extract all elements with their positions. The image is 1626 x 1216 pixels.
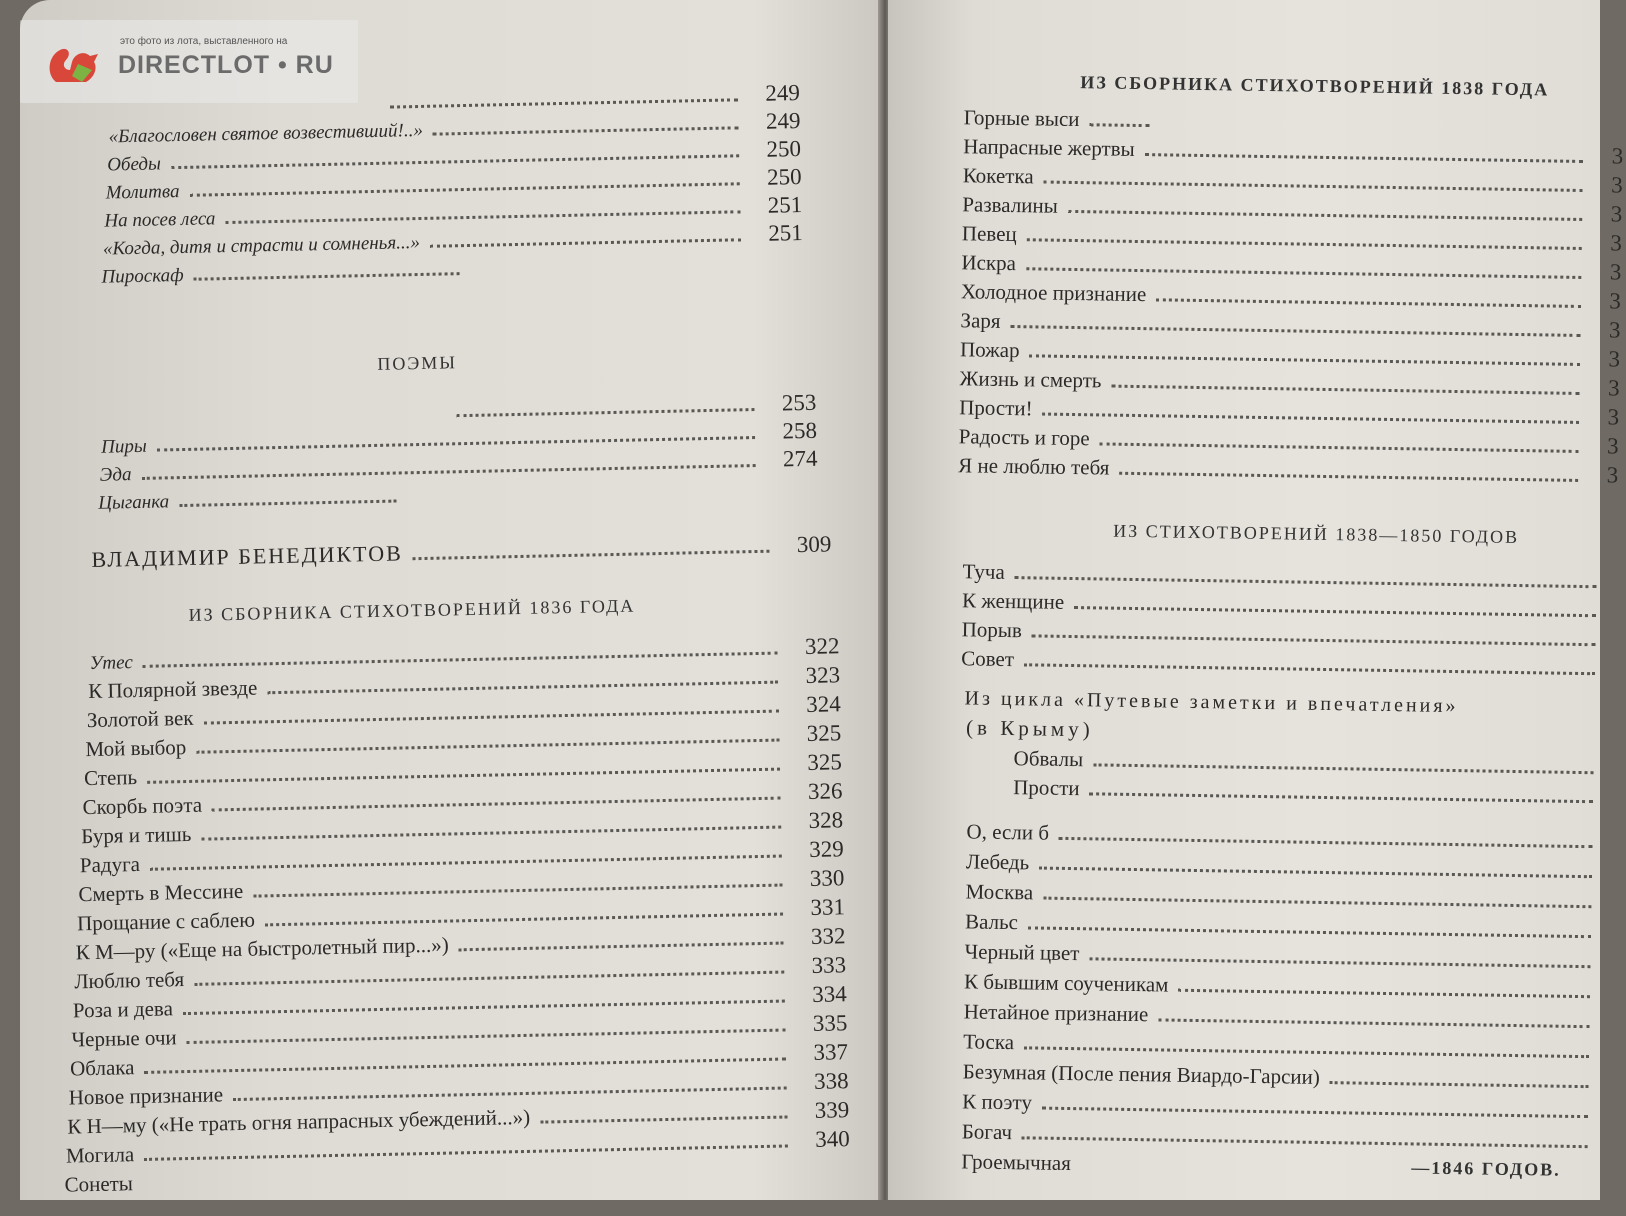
entry-title: Вальс <box>965 909 1024 935</box>
dot-leader <box>430 238 741 248</box>
page-number: 251 <box>751 220 804 247</box>
dot-leader <box>1158 1018 1589 1028</box>
dot-leader <box>144 1144 788 1160</box>
cycle-subheading <box>966 712 1266 745</box>
entry-title: Богач <box>962 1119 1019 1145</box>
section-heading-collection-1836: ИЗ СБОРНИКА СТИХОТВОРЕНИЙ 1836 ГОДА <box>188 596 635 626</box>
section-heading-collection-1838: ИЗ СБОРНИКА СТИХОТВОРЕНИЙ 1838 ГОДА <box>1080 72 1549 100</box>
entry-title: Могила <box>66 1142 141 1169</box>
entry-title: Буря и тишь <box>81 822 198 849</box>
entry-title: Жизнь и смерть <box>959 366 1107 393</box>
dot-leader <box>1059 837 1592 848</box>
entry-title: Обвалы <box>1013 746 1089 772</box>
page-number: 251 <box>750 192 803 219</box>
dot-leader <box>1178 989 1590 998</box>
page-number: 3 <box>1590 346 1620 372</box>
dot-leader <box>1039 867 1592 879</box>
entry-title: Пироскаф <box>101 265 190 289</box>
dot-leader <box>1027 238 1582 250</box>
cycle-subtitle: (в Крыму) <box>966 715 1100 742</box>
page-number: 329 <box>791 836 844 863</box>
page-number: 337 <box>796 1039 849 1066</box>
entry-title: Роза и дева <box>73 996 179 1023</box>
page-number: 3 <box>1588 462 1618 488</box>
dot-leader <box>1090 792 1594 803</box>
page-number: 253 <box>764 390 817 417</box>
entry-title: Черный цвет <box>964 939 1085 966</box>
page-number: 250 <box>749 136 802 163</box>
page-number: 323 <box>788 662 841 689</box>
dot-leader <box>1119 472 1578 482</box>
page-number: 325 <box>789 720 842 747</box>
entry-title: Эда <box>99 464 137 487</box>
page-number: 250 <box>749 164 802 191</box>
page-number: 3 <box>1591 288 1621 314</box>
entry-title: Черные очи <box>71 1025 183 1052</box>
page-number <box>139 1195 191 1196</box>
entry-title: Обеды <box>107 153 167 176</box>
entry-title: Новое признание <box>68 1082 229 1110</box>
page-number: 335 <box>795 1010 848 1037</box>
page-number: 332 <box>793 923 846 950</box>
entry-title: Облака <box>70 1055 141 1081</box>
entry-title: «Когда, дитя и страсти и сомненья...» <box>103 232 426 261</box>
page-number: 322 <box>787 633 840 660</box>
page-number: 3 <box>1593 172 1623 198</box>
entry-title: Совет <box>961 646 1020 672</box>
entry-title: К поэту <box>962 1089 1038 1115</box>
footer-heading-fragment: —1846 ГОДОВ. <box>1411 1157 1561 1180</box>
entry-title: Напрасные жертвы <box>963 134 1141 162</box>
dot-leader <box>1089 123 1149 127</box>
dot-leader <box>1024 663 1595 675</box>
entry-title: Радуга <box>80 852 147 878</box>
entry-title: На посев леса <box>104 208 221 232</box>
dot-leader <box>194 272 460 281</box>
entry-title: Скорбь поэта <box>82 793 208 821</box>
page-number: 324 <box>788 691 841 718</box>
entry-title: «Благословен святое возвестивший!..» <box>108 120 429 149</box>
dot-leader <box>1024 1046 1589 1058</box>
entry-title: Прощание с саблею <box>77 907 261 936</box>
author-name: ВЛАДИМИР БЕНЕДИКТОВ <box>91 540 409 573</box>
entry-title: Порыв <box>961 617 1028 643</box>
dot-leader <box>1028 926 1591 938</box>
dot-leader <box>413 550 770 560</box>
entry-title: К Полярной звезде <box>88 675 264 704</box>
page-number: 328 <box>791 807 844 834</box>
page-number: 338 <box>796 1068 849 1095</box>
section-heading-poems: ПОЭМЫ <box>377 352 457 375</box>
dot-leader <box>179 500 396 508</box>
entry-title: Степь <box>84 765 144 791</box>
entry-title: Кокетка <box>963 163 1040 189</box>
dot-leader <box>1015 576 1597 588</box>
entry-title: Пожар <box>960 337 1026 363</box>
page-number: 334 <box>794 981 847 1008</box>
entry-title: Безумная (После пения Виардо-Гарсии) <box>963 1059 1327 1090</box>
dot-leader <box>459 942 784 952</box>
toc-entry <box>64 1163 365 1197</box>
dot-leader <box>1093 763 1593 774</box>
entry-title: К женщине <box>962 588 1070 615</box>
entry-title: Лебедь <box>966 849 1036 875</box>
entry-title: Искра <box>961 250 1022 276</box>
page-number: 326 <box>790 778 843 805</box>
watermark-brand: DIRECTLOT • RU <box>118 51 334 80</box>
squirrel-logo-icon <box>42 38 106 90</box>
entry-title: Прости <box>1013 775 1086 801</box>
dot-leader <box>1022 1136 1588 1148</box>
entry-title: Заря <box>960 308 1006 334</box>
dot-leader <box>1032 634 1596 646</box>
entry-title: Смерть в Мессине <box>78 879 249 908</box>
dot-leader <box>1074 606 1596 617</box>
dot-leader <box>1111 385 1579 395</box>
page-number: 340 <box>798 1126 851 1153</box>
dot-leader <box>1042 413 1579 424</box>
entry-title: Развалины <box>962 192 1064 219</box>
dot-leader <box>1029 354 1579 366</box>
page-number: 3 <box>1590 317 1620 343</box>
entry-title: О, если б <box>966 819 1055 845</box>
entry-title: К М—ру («Еще на быстролетный пир...») <box>75 932 455 965</box>
entry-title: Прости! <box>959 395 1039 421</box>
entry-title: Пиры <box>101 436 153 459</box>
page-number <box>470 280 522 281</box>
entry-title: Сонеты <box>64 1171 139 1198</box>
entry-title: Гроемычная <box>961 1149 1077 1176</box>
toc-entry <box>961 1146 1261 1179</box>
dot-leader <box>1145 153 1583 163</box>
entry-title: Я не люблю тебя <box>958 453 1116 480</box>
entry-title: Золотой век <box>87 706 200 733</box>
dot-leader <box>457 408 755 417</box>
page-number: 3 <box>1591 259 1621 285</box>
page-number: 3 <box>1593 143 1623 169</box>
dot-leader <box>1330 1081 1589 1088</box>
page-number: 3 <box>1589 404 1619 430</box>
page-number <box>406 507 458 508</box>
right-page <box>888 0 1600 1200</box>
entry-title: К бывшим соученикам <box>964 969 1175 997</box>
entry-title: Радость и горе <box>959 424 1096 451</box>
entry-title: К Н—му («Не трать огня напрасных убеждений...») <box>67 1105 536 1140</box>
entry-title: Москва <box>965 879 1039 905</box>
left-page-content <box>18 0 905 1216</box>
page-number: 249 <box>748 108 801 135</box>
dot-leader <box>1156 298 1581 308</box>
page-number: 330 <box>792 865 845 892</box>
page-number: 331 <box>793 894 846 921</box>
entry-title: Молитва <box>106 181 186 205</box>
entry-title: Мой выбор <box>85 735 192 762</box>
entry-title: Холодное признание <box>961 279 1153 307</box>
entry-title: Туча <box>962 559 1011 585</box>
page-number: 258 <box>765 418 818 445</box>
page-number: 3 <box>1588 433 1618 459</box>
dot-leader <box>1100 442 1579 453</box>
dot-leader <box>1010 325 1580 337</box>
page-number: 3 <box>1589 375 1619 401</box>
left-page <box>20 0 882 1200</box>
dot-leader <box>540 1115 787 1123</box>
watermark-caption: это фото из лота, выставленного на <box>120 36 287 47</box>
page-number: 339 <box>797 1097 850 1124</box>
entry-title: Горные выси <box>964 105 1086 132</box>
section-heading-poems-1838-1850: ИЗ СТИХОТВОРЕНИЙ 1838—1850 ГОДОВ <box>1113 521 1519 548</box>
dot-leader <box>142 464 756 480</box>
author-entry <box>91 529 831 572</box>
entry-title: Люблю тебя <box>74 967 190 994</box>
entry-title: Утес <box>89 652 139 675</box>
entry-title: Цыганка <box>98 491 175 515</box>
dot-leader <box>433 126 739 135</box>
dot-leader <box>1044 181 1583 192</box>
page-number: 274 <box>765 446 818 473</box>
cycle-title: Из цикла «Путевые заметки и впечатления» <box>964 687 1464 718</box>
page-number: 325 <box>790 749 843 776</box>
dot-leader <box>1043 897 1591 909</box>
page-number: 3 <box>1592 201 1622 227</box>
right-page-content <box>871 0 1602 1210</box>
watermark <box>20 20 358 103</box>
dot-leader <box>1042 1107 1588 1119</box>
entry-title: Тоска <box>963 1029 1020 1055</box>
dot-leader <box>390 98 738 108</box>
dot-leader <box>1089 957 1590 968</box>
entry-title: Нетайное признание <box>963 999 1154 1027</box>
page-number: 309 <box>779 531 832 558</box>
entry-title: Певец <box>962 221 1023 247</box>
dot-leader <box>1026 267 1581 279</box>
page-number: 249 <box>748 80 801 107</box>
page-number: 333 <box>794 952 847 979</box>
dot-leader <box>1068 210 1582 221</box>
page-number: 3 <box>1592 230 1622 256</box>
